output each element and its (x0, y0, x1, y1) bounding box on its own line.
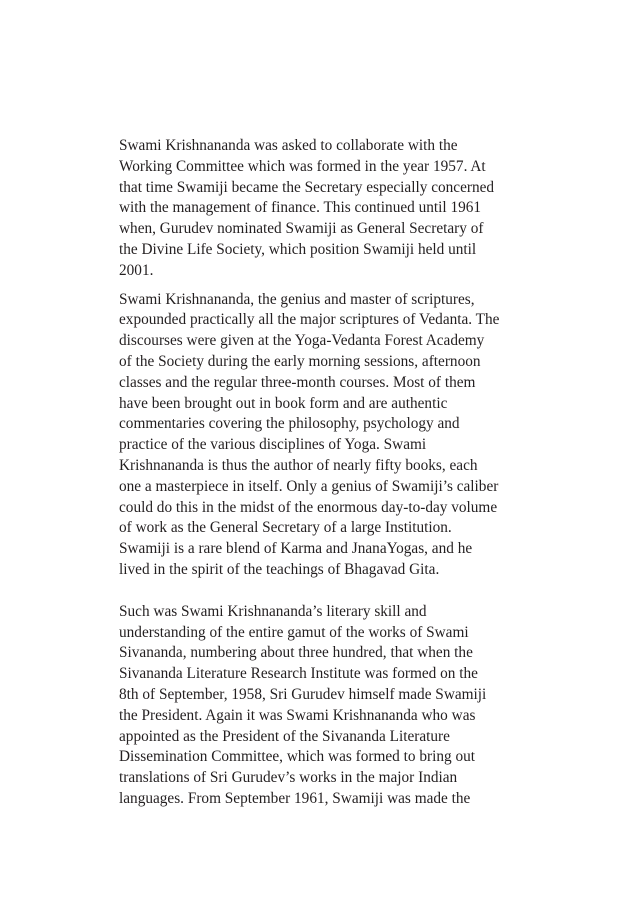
text-line: of the Society during the early morning sessions, afternoon (119, 352, 481, 370)
text-line: Sivananda Literature Research Institute was formed on the (119, 665, 478, 683)
text-line: 8th of September, 1958, Sri Gurudev himself made Swamiji (119, 685, 487, 703)
text-line: practice of the various disciplines of Yoga. Swami (119, 436, 427, 454)
text-line: Sivananda, numbering about three hundred, that when the (119, 644, 473, 662)
paragraph-literary-skill (119, 602, 531, 810)
text-line: could do this in the midst of the enormous day-to-day volume (119, 498, 498, 516)
text-line: when, Gurudev nominated Swamiji as General Secretary of (119, 220, 484, 238)
paragraph-scriptures (119, 290, 531, 581)
text-line: Swami Krishnananda was asked to collaborate with the (119, 137, 458, 154)
text-line: appointed as the President of the Sivananda Literature (119, 727, 450, 745)
text-line: one a masterpiece in itself. Only a genius of Swamiji’s caliber (119, 477, 499, 495)
text-line: 2001. (119, 261, 154, 279)
text-line: of work as the General Secretary of a large Institution. (119, 519, 452, 537)
text-line: understanding of the entire gamut of the works of Swami (119, 623, 469, 641)
text-line: expounded practically all the major scriptures of Vedanta. The (119, 311, 500, 329)
text-line: translations of Sri Gurudev’s works in the major Indian (119, 769, 458, 787)
text-line: languages. From September 1961, Swamiji was made the (119, 789, 471, 807)
text-line: Working Committee which was formed in the year 1957. At (119, 157, 486, 175)
body-text (119, 136, 531, 810)
text-line: have been brought out in book form and are authentic (119, 394, 448, 412)
text-line: Krishnananda is thus the author of nearly fifty books, each (119, 456, 478, 474)
text-line: Swamiji is a rare blend of Karma and JnanaYogas, and he (119, 540, 473, 558)
paragraph-working-committee (119, 136, 531, 282)
text-line: the President. Again it was Swami Krishnananda who was (119, 706, 476, 724)
text-line: Such was Swami Krishnananda’s literary skill and (119, 602, 427, 620)
text-line: that time Swamiji became the Secretary especially concerned (119, 178, 495, 196)
text-line: lived in the spirit of the teachings of Bhagavad Gita. (119, 560, 440, 578)
text-line: commentaries covering the philosophy, psychology and (119, 415, 460, 433)
text-line: the Divine Life Society, which position Swamiji held until (119, 240, 477, 258)
text-line: classes and the regular three-month courses. Most of them (119, 373, 476, 391)
text-line: with the management of finance. This continued until 1961 (119, 199, 482, 217)
text-line: discourses were given at the Yoga-Vedanta Forest Academy (119, 332, 485, 350)
text-line: Dissemination Committee, which was formed to bring out (119, 748, 476, 766)
text-line: Swami Krishnananda, the genius and master of scriptures, (119, 290, 475, 308)
